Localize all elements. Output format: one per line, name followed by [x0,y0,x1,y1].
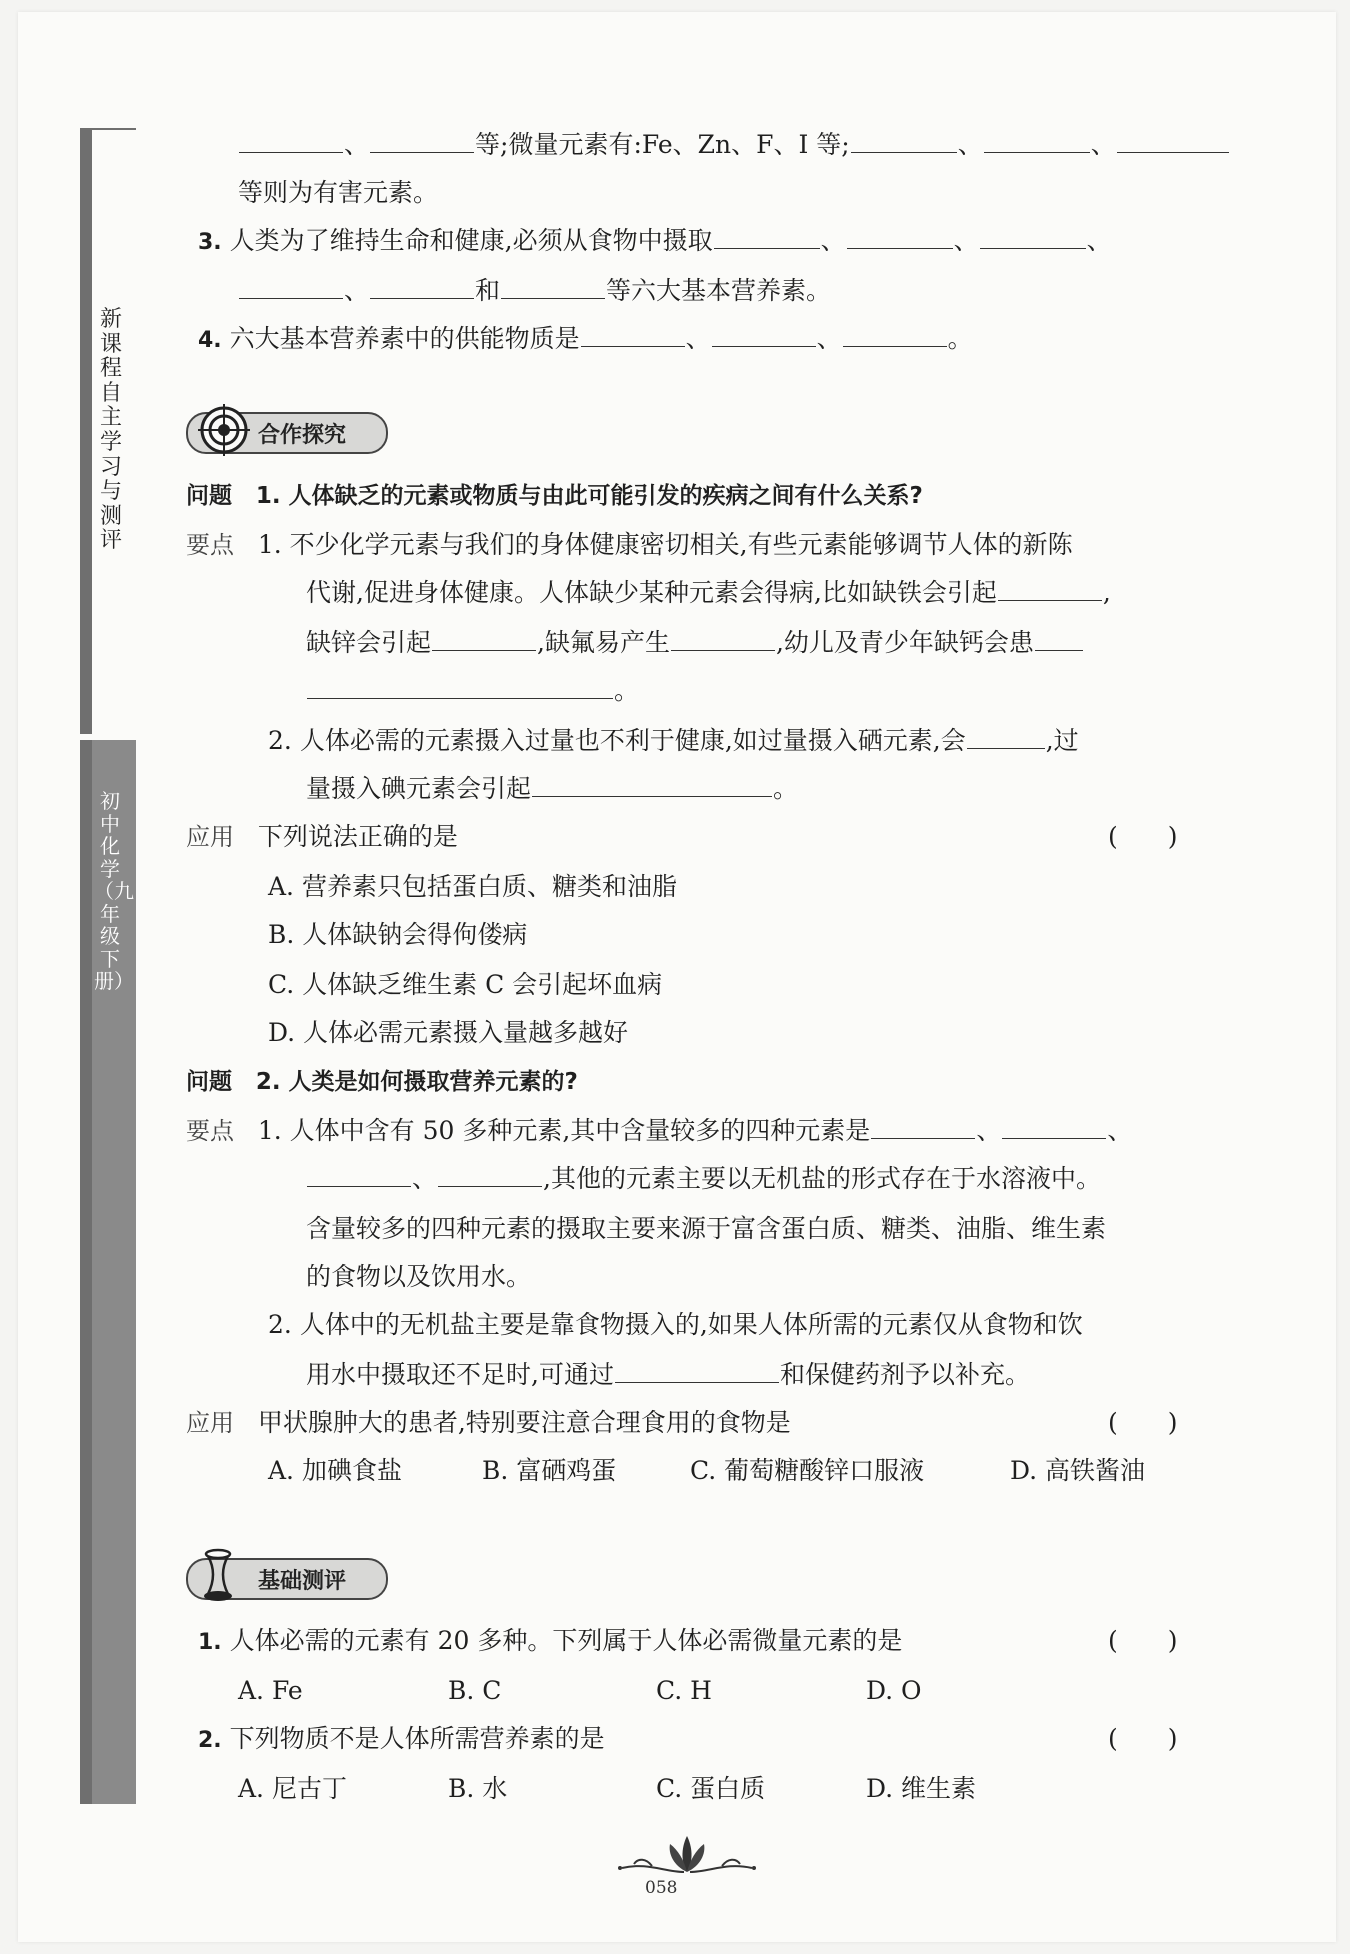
key-point-1-line4: 。 [306,674,639,708]
answer-blank[interactable] [581,322,685,347]
page-number: 058 [645,1878,678,1898]
option-a[interactable]: A. Fe [238,1676,303,1705]
key-2-point-2-line2: 用水中摄取还不足时,可通过 和保健药剂予以补充。 [306,1360,1030,1389]
sidebar-bottom [80,740,136,1804]
answer-blank[interactable] [532,772,772,797]
answer-blank[interactable] [980,224,1086,249]
key-point-2-line1: 2. 人体必需的元素摄入过量也不利于健康,如过量摄入硒元素,会 ,过 [268,726,1079,755]
key-2-point-1-line2: 、 ,其他的元素主要以无机盐的形式存在于水溶液中。 [306,1162,1101,1196]
answer-parentheses[interactable]: ( ) [1108,822,1178,851]
line-trace-elements: 、 等;微量元素有:Fe、Zn、F、I 等; 、 、 [238,128,1230,162]
test-question-1: 1. 人体必需的元素有 20 多种。下列属于人体必需微量元素的是 [198,1626,903,1655]
question-4: 4. 六大基本营养素中的供能物质是 、 、 。 [198,324,973,353]
answer-blank[interactable] [615,1358,779,1383]
option-a[interactable]: A. 营养素只包括蛋白质、糖类和油脂 [268,872,677,901]
hourglass-icon [196,1548,240,1606]
option-c[interactable]: C. 葡萄糖酸锌口服液 [690,1456,925,1485]
line-harmful-elements: 等则为有害元素。 [238,178,439,207]
key-point-1-line1: 要点 1. 不少化学元素与我们的身体健康密切相关,有些元素能够调节人体的新陈 [186,530,1073,559]
answer-blank[interactable] [871,1114,975,1139]
option-b[interactable]: B. 水 [448,1774,508,1803]
section-title: 基础测评 [258,1569,347,1594]
answer-parentheses[interactable]: ( ) [1108,1408,1178,1437]
problem-1: 问题 1. 人体缺乏的元素或物质与由此可能引发的疾病之间有什么关系? [186,483,923,509]
option-d[interactable]: D. O [866,1676,922,1705]
answer-blank[interactable] [501,274,605,299]
key-point-1-line3: 缺锌会引起 ,缺氟易产生 ,幼儿及青少年缺钙会患 [306,626,1084,660]
answer-blank[interactable] [370,128,474,153]
key-2-point-2-line1: 2. 人体中的无机盐主要是靠食物摄入的,如果人体所需的元素仅从食物和饮 [268,1310,1083,1339]
answer-parentheses[interactable]: ( ) [1108,1724,1178,1753]
answer-blank[interactable] [1002,1114,1106,1139]
option-c[interactable]: C. H [656,1676,712,1705]
option-d[interactable]: D. 高铁酱油 [1010,1456,1146,1485]
answer-blank[interactable] [998,576,1102,601]
problem-2: 问题 2. 人类是如何摄取营养元素的? [186,1069,578,1095]
target-icon [196,402,252,458]
answer-blank[interactable] [712,322,816,347]
answer-blank[interactable] [307,674,613,699]
key-point-2-line2: 量摄入碘元素会引起 。 [306,774,799,803]
test-question-2: 2. 下列物质不是人体所需营养素的是 [198,1724,605,1753]
option-d[interactable]: D. 维生素 [866,1774,977,1803]
apply-1-question: 应用 下列说法正确的是 [186,822,458,851]
answer-blank[interactable] [671,626,775,651]
answer-blank[interactable] [714,224,820,249]
option-d[interactable]: D. 人体必需元素摄入量越多越好 [268,1018,629,1047]
key-2-point-1-line1: 要点 1. 人体中含有 50 多种元素,其中含量较多的四种元素是 、 、 [186,1116,1133,1145]
option-b[interactable]: B. C [448,1676,502,1705]
apply-2-question: 应用 甲状腺肿大的患者,特别要注意合理食用的食物是 [186,1408,791,1437]
answer-blank[interactable] [239,274,343,299]
answer-blank[interactable] [847,224,953,249]
floral-ornament-icon [612,1832,762,1878]
answer-blank[interactable] [438,1162,542,1187]
answer-blank[interactable] [1035,626,1083,651]
answer-blank[interactable] [843,322,947,347]
question-3: 3. 人类为了维持生命和健康,必须从食物中摄取 、 、 、 [198,226,1112,255]
section-header-basic-test [186,1558,388,1600]
sidebar-subject: 初中化学（九年级下册） [94,789,134,993]
answer-blank[interactable] [967,724,1045,749]
option-c[interactable]: C. 人体缺乏维生素 C 会引起坏血病 [268,970,663,999]
key-2-point-1-line4: 的食物以及饮用水。 [306,1262,532,1291]
sidebar-book-title: 新课程自主学习与测评 [99,307,122,554]
question-3-cont: 、 和 等六大基本营养素。 [238,274,831,308]
key-point-1-line2: 代谢,促进身体健康。人体缺少某种元素会得病,比如缺铁会引起 , [306,578,1111,607]
option-a[interactable]: A. 加碘食盐 [268,1456,402,1485]
answer-blank[interactable] [239,128,343,153]
key-2-point-1-line3: 含量较多的四种元素的摄取主要来源于富含蛋白质、糖类、油脂、维生素 [306,1214,1107,1243]
answer-blank[interactable] [307,1162,411,1187]
section-header-cooperative [186,412,388,454]
answer-blank[interactable] [984,128,1090,153]
answer-blank[interactable] [432,626,536,651]
option-c[interactable]: C. 蛋白质 [656,1774,766,1803]
section-title: 合作探究 [258,423,347,448]
answer-parentheses[interactable]: ( ) [1108,1626,1178,1655]
answer-blank[interactable] [1117,128,1229,153]
option-b[interactable]: B. 富硒鸡蛋 [482,1456,617,1485]
option-a[interactable]: A. 尼古丁 [238,1774,347,1803]
sidebar-top [80,128,136,734]
answer-blank[interactable] [851,128,957,153]
option-b[interactable]: B. 人体缺钠会得佝偻病 [268,920,528,949]
answer-blank[interactable] [370,274,474,299]
